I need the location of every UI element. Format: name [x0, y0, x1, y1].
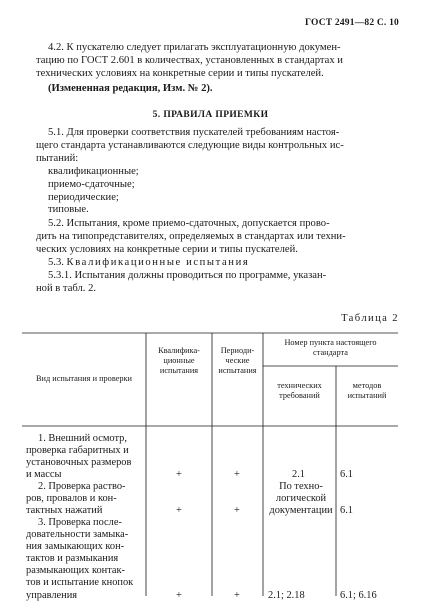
header-line: ческие	[225, 356, 250, 365]
paragraph-line: тацию по ГОСТ 2.601 в количествах, установленных в стандартах и	[36, 54, 343, 66]
row-1-requirements: 2.1	[292, 469, 305, 480]
paragraph-line: ной в табл. 2.	[36, 282, 97, 294]
header-qualification	[146, 346, 212, 376]
paragraph-line: технических условиях на конкретные серии и типы пускателей.	[36, 67, 324, 79]
paragraph-line: ческих условиях на конкретные серии и типы пускателей.	[36, 243, 298, 255]
header-technical-requirements	[263, 381, 336, 401]
table-caption: Таблица 2	[341, 313, 399, 324]
subsection-number: 5.3.	[48, 257, 64, 268]
row-1-qualification-mark: +	[176, 469, 182, 480]
test-kind-item: типовые.	[48, 204, 89, 216]
header-line: стандарта	[313, 348, 348, 357]
row-1-methods: 6.1	[340, 469, 353, 480]
row-line: По техно-	[279, 481, 323, 492]
row-2-qualification-mark: +	[176, 505, 182, 516]
row-2-methods: 6.1	[340, 505, 353, 516]
table-row-3-test	[26, 517, 144, 602]
row-line: управления	[26, 589, 78, 601]
subsection-title: Квалификационные испытания	[66, 257, 250, 268]
row-line: довательности замыка-	[26, 529, 129, 541]
row-line: размыкающих контак-	[26, 565, 126, 577]
table-row-2-test	[26, 481, 144, 517]
paragraph-line: 5.3.1. Испытания должны проводиться по программе, указан-	[48, 269, 327, 281]
paragraph-line: 4.2. К пускателю следует прилагать эксплуатационную докумен-	[48, 42, 341, 53]
row-line: документации	[269, 505, 333, 517]
header-periodic	[212, 346, 263, 376]
header-line: испытания	[218, 366, 257, 375]
row-line: 1. Внешний осмотр,	[38, 433, 127, 444]
row-3-requirements: 2.1; 2.18	[268, 590, 305, 601]
row-line: 3. Проверка после-	[38, 517, 122, 528]
header-line: требований	[279, 391, 320, 400]
header-line: технических	[277, 381, 322, 390]
row-3-methods: 6.1; 6.16	[340, 590, 377, 601]
header-test-methods	[336, 381, 398, 401]
row-line: установочных размеров	[26, 457, 132, 469]
row-line: тактных нажатий	[26, 505, 103, 517]
paragraph-line: дить на типопредставителях, определяемых в стандартах или техни-	[36, 230, 346, 242]
section-title: 5. ПРАВИЛА ПРИЕМКИ	[152, 110, 269, 120]
header-test-type: Вид испытания и проверки	[35, 374, 132, 383]
header-line: испытания	[159, 366, 199, 375]
row-2-periodic-mark: +	[234, 505, 240, 516]
table-row-1-test	[26, 433, 144, 481]
paragraph-line: пытаний:	[36, 152, 79, 164]
row-3-qualification-mark: +	[176, 590, 182, 601]
test-kind-item: квалификационные;	[48, 165, 139, 177]
page-header: ГОСТ 2491—82 С. 10	[305, 18, 399, 28]
paragraph-line: 5.1. Для проверки соответствия пускателей требованиям настоя-	[48, 127, 340, 138]
test-kind-item: периодические;	[48, 191, 119, 203]
amendment-note: (Измененная редакция, Изм. № 2).	[48, 83, 213, 94]
row-line: и массы	[26, 469, 62, 481]
row-line: ния замыкающих кон-	[26, 541, 125, 553]
row-2-requirements	[266, 481, 336, 517]
header-line: Квалифика-	[158, 346, 200, 355]
header-line: испытаний	[347, 391, 387, 400]
header-clause-group	[263, 338, 398, 358]
row-1-periodic-mark: +	[234, 469, 240, 480]
row-line: логической	[275, 493, 327, 505]
row-3-periodic-mark: +	[234, 590, 240, 601]
test-kind-item: приемо-сдаточные;	[48, 178, 135, 190]
paragraph-line: щего стандарта устанавливаются следующие виды контрольных ис-	[36, 139, 344, 151]
row-line: проверка габаритных и	[26, 445, 129, 457]
header-line: ционные	[163, 356, 195, 365]
header-line: методов	[352, 381, 382, 390]
header-line: Периоди-	[220, 346, 255, 355]
header-line: Номер пункта настоящего	[284, 338, 377, 347]
row-line: ров, провалов и кон-	[26, 493, 117, 505]
row-line: тов и испытание кнопок	[26, 577, 134, 589]
row-line: 2. Проверка раство-	[38, 481, 126, 492]
paragraph-line: 5.2. Испытания, кроме приемо-сдаточных, допускается прово-	[48, 218, 330, 229]
row-line: тактов и размыкания	[26, 553, 119, 565]
